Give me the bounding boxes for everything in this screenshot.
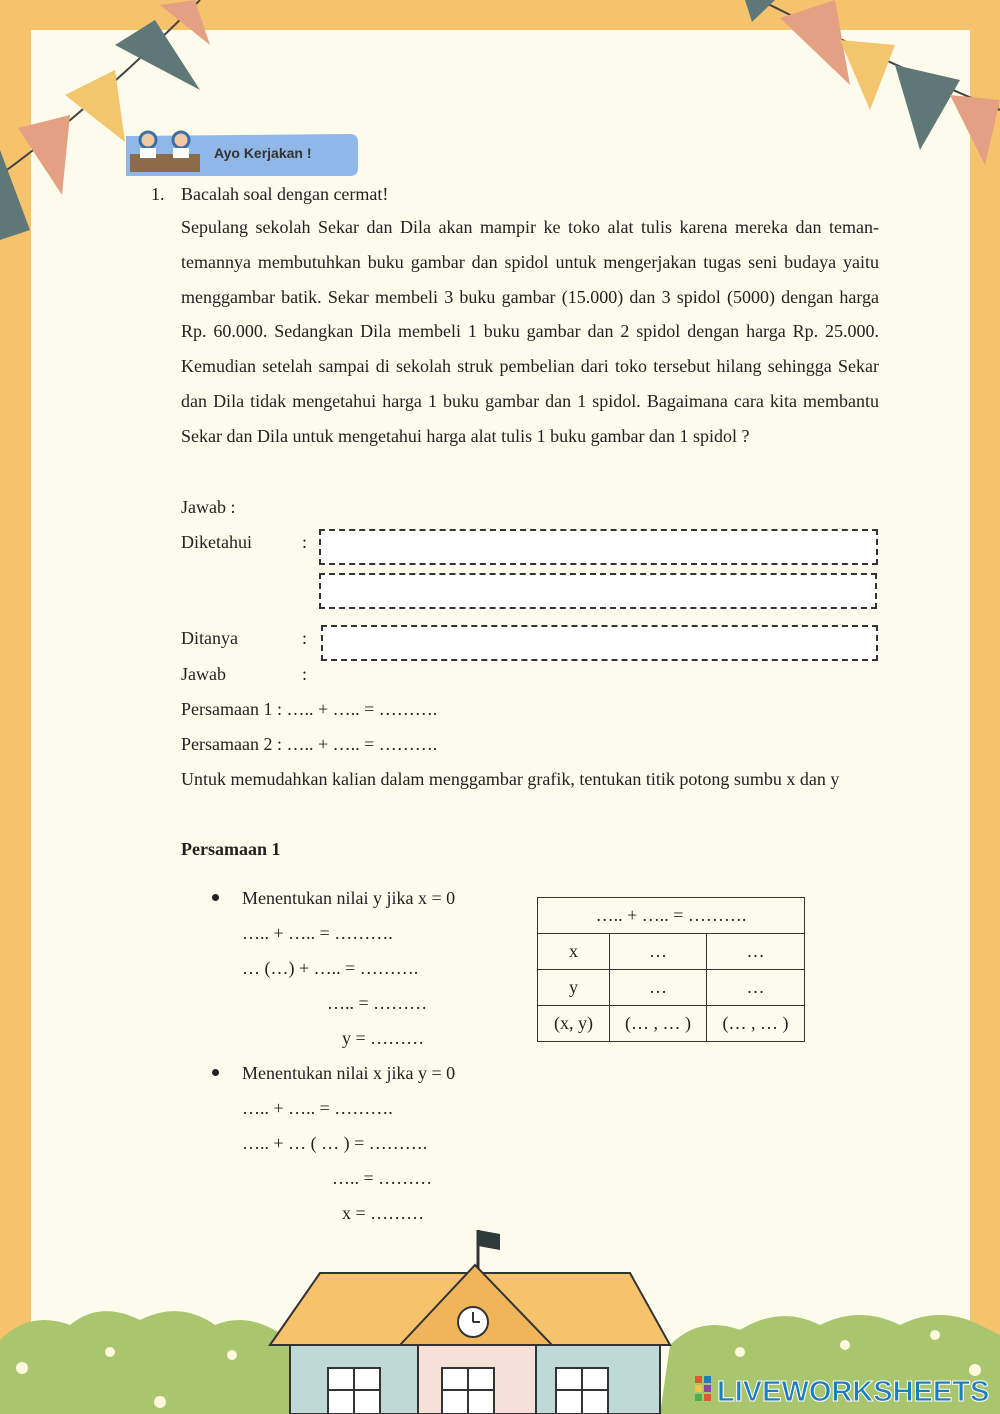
flag-right-4 xyxy=(895,65,960,150)
step-y-line1: ….. + ….. = ………. xyxy=(242,923,393,943)
table-row xyxy=(538,970,805,1006)
table-cell: (… , … ) xyxy=(707,1006,805,1042)
table-cell: … xyxy=(707,934,805,970)
bullet-icon xyxy=(212,894,219,901)
bunting-left xyxy=(0,0,210,240)
badge-label: Ayo Kerjakan ! xyxy=(214,145,312,161)
table-header-row xyxy=(538,898,805,934)
step-x-line2: ….. + … ( … ) = ………. xyxy=(242,1133,428,1153)
step-y-line4: y = ……… xyxy=(342,1028,425,1048)
diketahui-label: Diketahui xyxy=(181,532,252,552)
diketahui-input-2[interactable] xyxy=(319,573,877,609)
step-x-line1: ….. + ….. = ………. xyxy=(242,1098,393,1118)
step-y-line2: … (…) + ….. = ………. xyxy=(242,958,419,978)
jawab-label: Jawab xyxy=(181,664,226,684)
ditanya-label: Ditanya xyxy=(181,628,238,648)
question-number: 1. xyxy=(151,184,165,204)
intercept-instruction: Untuk memudahkan kalian dalam menggambar grafik, tentukan titik potong sumbu x dan y xyxy=(181,769,840,789)
section-title: Persamaan 1 xyxy=(181,839,281,859)
liveworksheets-logo xyxy=(693,1372,993,1406)
ditanya-colon: : xyxy=(302,628,308,648)
persamaan-2-line: Persamaan 2 : ….. + ….. = ………. xyxy=(181,734,438,754)
school-building xyxy=(270,1230,670,1414)
flag-right-5 xyxy=(950,95,1000,165)
flag-right-2 xyxy=(780,0,850,85)
ditanya-input[interactable] xyxy=(321,625,878,661)
flag-left-4 xyxy=(115,20,200,90)
step-y-line3: ….. = ……… xyxy=(327,993,428,1013)
bunting-right xyxy=(745,0,1000,165)
intercept-table xyxy=(537,897,805,1042)
table-cell: (… , … ) xyxy=(610,1006,707,1042)
question-instruction: Bacalah soal dengan cermat! xyxy=(181,184,389,204)
question-story: Sepulang sekolah Sekar dan Dila akan mampir ke toko alat tulis karena mereka dan teman-temannya membutuhkan buku gambar dan spidol untuk mengerjakan tugas seni budaya yaitu menggambar batik. Sekar membeli 3 buku gambar (15.000) dan 3 spidol (5000) dengan harga Rp. 60.000. Sedangkan Dila membeli 1 buku gambar dan 2 spidol dengan harga Rp. 25.000. Kemudian setelah sampai di sekolah struk pembelian dari toko tersebut hilang sehingga Sekar dan Dila tidak mengetahui harga 1 buku gambar dan 1 spidol. Bagaimana cara kita membantu Sekar dan Dila untuk mengetahui harga alat tulis 1 buku gambar dan 1 spidol ? xyxy=(181,217,879,446)
jawab-colon: : xyxy=(302,664,308,684)
table-cell: … xyxy=(610,934,707,970)
step-y-title: Menentukan nilai y jika x = 0 xyxy=(242,888,456,908)
table-cell: … xyxy=(707,970,805,1006)
step-x-line4: x = ……… xyxy=(342,1203,425,1223)
bullet-icon xyxy=(212,1069,219,1076)
brand-text: LIVEWORKSHEETS xyxy=(717,1376,990,1406)
flag-right-1 xyxy=(745,0,775,22)
diketahui-input-1[interactable] xyxy=(319,529,878,565)
step-x-title: Menentukan nilai x jika y = 0 xyxy=(242,1063,456,1083)
table-cell: (x, y) xyxy=(538,1006,610,1042)
table-row xyxy=(538,934,805,970)
jawab-heading: Jawab : xyxy=(181,497,236,517)
table-header-cell: ….. + ….. = ………. xyxy=(538,898,805,934)
flag-left-5 xyxy=(160,0,210,45)
table-cell: y xyxy=(538,970,610,1006)
diketahui-colon: : xyxy=(302,532,308,552)
flag-left-3 xyxy=(65,70,125,142)
table-cell: … xyxy=(610,970,707,1006)
table-cell: x xyxy=(538,934,610,970)
table-row xyxy=(538,1006,805,1042)
flag-right-3 xyxy=(840,40,895,110)
persamaan-1-line: Persamaan 1 : ….. + ….. = ………. xyxy=(181,699,438,719)
step-x-line3: ….. = ……… xyxy=(332,1168,433,1188)
